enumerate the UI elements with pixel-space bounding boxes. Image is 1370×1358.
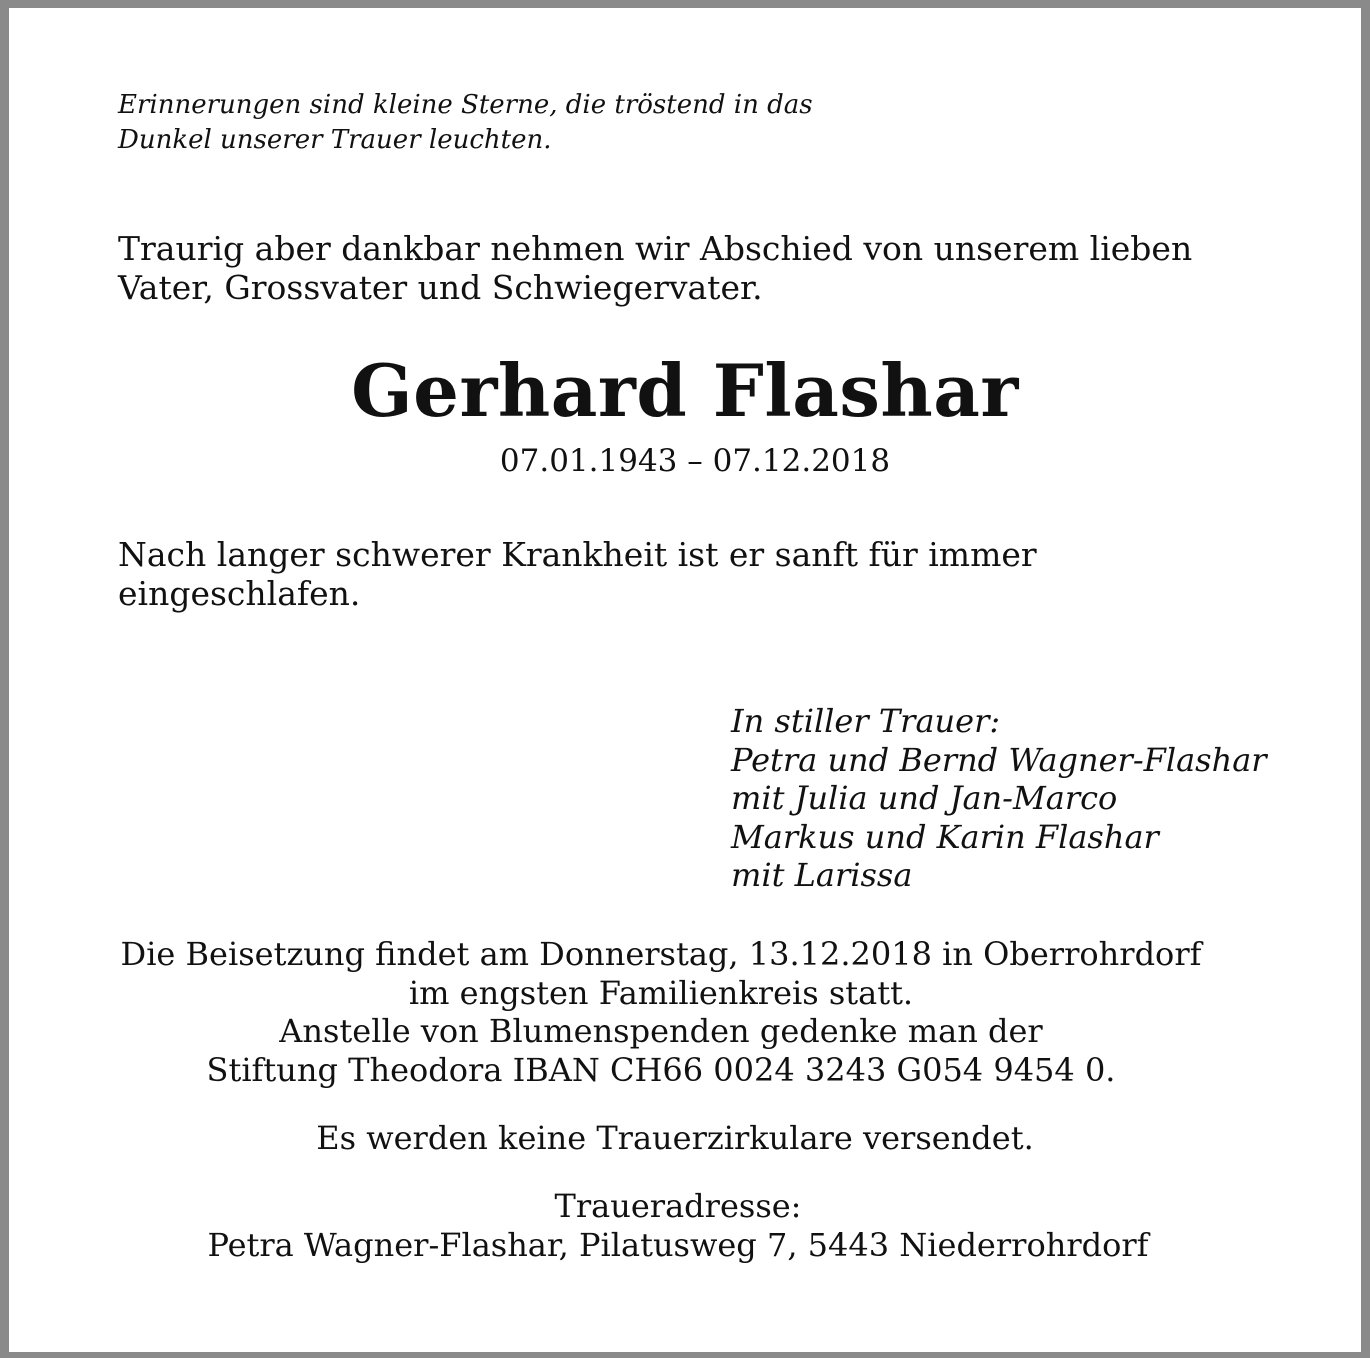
address-line: Petra Wagner-Flashar, Pilatusweg 7, 5443 Niederrohrdorf: [207, 1225, 1149, 1264]
intro-line: Traurig aber dankbar nehmen wir Abschied von unserem lieben: [118, 229, 1193, 268]
life-dates: 07.01.1943 – 07.12.2018: [499, 443, 891, 479]
mourner-line: Markus und Karin Flashar: [731, 817, 1159, 856]
deceased-name: Gerhard Flashar: [351, 348, 1019, 433]
illness-line: Nach langer schwerer Krankheit ist er sanft für immer: [118, 535, 1037, 574]
intro-line: Vater, Grossvater und Schwiegervater.: [118, 268, 763, 307]
funeral-line: Anstelle von Blumenspenden gedenke man der: [279, 1012, 1043, 1050]
address-heading: Traueradresse:: [554, 1187, 802, 1225]
funeral-line: im engsten Familienkreis statt.: [408, 973, 914, 1012]
intro-text: [118, 229, 1192, 307]
mourners-heading: In stiller Trauer:: [731, 702, 1001, 740]
mourner-line: mit Larissa: [731, 856, 913, 894]
funeral-line: Die Beisetzung findet am Donnerstag, 13.12.2018 in Oberrohrdorf: [120, 935, 1202, 973]
motto-line: Dunkel unserer Trauer leuchten.: [118, 125, 552, 155]
mourning-address: [0, 1187, 1356, 1264]
illness-text: [118, 535, 1037, 613]
donation-line: Stiftung Theodora IBAN CH66 0024 3243 G054 9454 0.: [206, 1050, 1116, 1089]
no-circulars-note: Es werden keine Trauerzirkulare versendet.: [316, 1119, 1034, 1157]
mourners-signature: [731, 702, 1267, 895]
funeral-info: [0, 935, 1322, 1089]
illness-line: eingeschlafen.: [118, 574, 361, 613]
mourner-line: Petra und Bernd Wagner-Flashar: [731, 740, 1267, 779]
motto-quote: [118, 88, 813, 158]
mourner-line: mit Julia und Jan-Marco: [731, 779, 1118, 817]
motto-line: Erinnerungen sind kleine Sterne, die tröstend in das: [118, 90, 813, 120]
